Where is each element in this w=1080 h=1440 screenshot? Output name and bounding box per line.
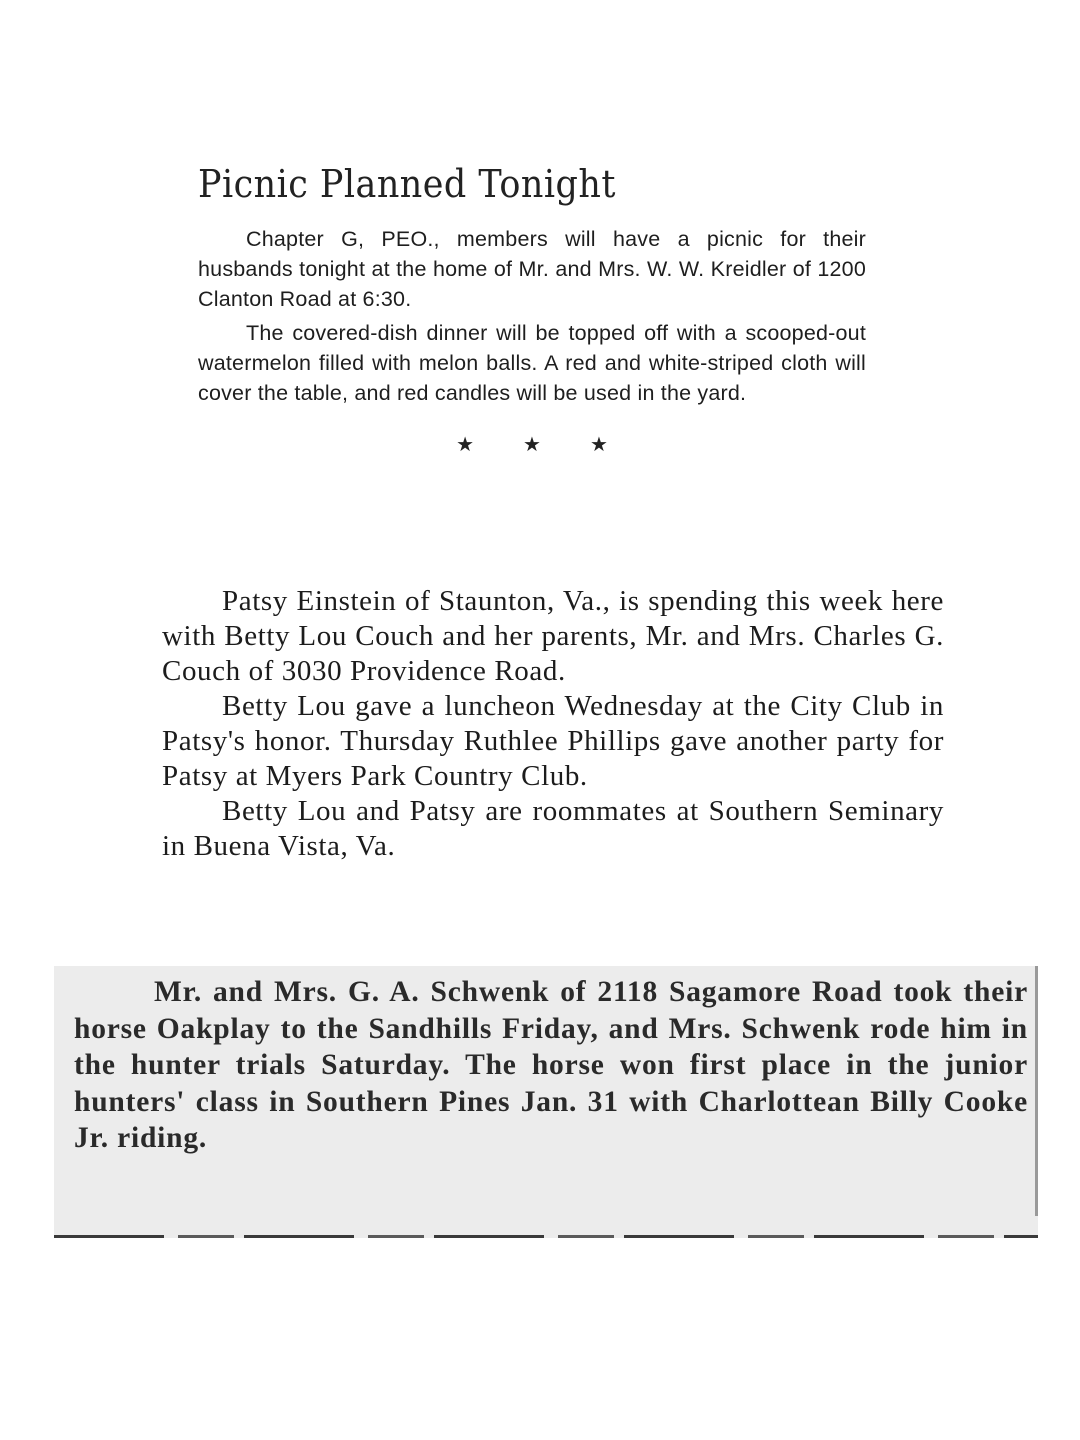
clipping-schwenk-horse — [54, 966, 1038, 1238]
paragraph: Mr. and Mrs. G. A. Schwenk of 2118 Sagamore Road took their horse Oakplay to the Sandhills Friday, and Mrs. Schwenk rode him in the hunter trials Saturday. The horse won first place in the junior hunters' class in Southern Pines Jan. 31 with Charlottean Billy Cooke Jr. riding. — [74, 976, 1028, 1154]
clipping-edge — [1035, 966, 1038, 1216]
paragraph: The covered-dish dinner will be topped off with a scooped-out watermelon filled with melon balls. A red and white-striped cloth will cover the table, and red candles will be used in the yard. — [198, 321, 866, 405]
headline: Picnic Planned Tonight — [198, 162, 616, 206]
paragraph: Betty Lou and Patsy are roommates at Southern Seminary in Buena Vista, Va. — [162, 795, 944, 862]
star-divider: ★ ★ ★ — [456, 434, 630, 456]
paragraph: Chapter G, PEO., members will have a picnic for their husbands tonight at the home of Mr. and Mrs. W. W. Kreidler of 1200 Clanton Road at 6:30. — [198, 227, 866, 311]
column-rule — [54, 1235, 1038, 1238]
paragraph: Patsy Einstein of Staunton, Va., is spending this week here with Betty Lou Couch and her parents, Mr. and Mrs. Charles G. Couch of 3030 Providence Road. — [162, 585, 944, 687]
paragraph: Betty Lou gave a luncheon Wednesday at the City Club in Patsy's honor. Thursday Ruthlee Phillips gave another party for Patsy at Myers Park Country Club. — [162, 690, 944, 792]
clipping-picnic — [198, 162, 866, 457]
clipping-patsy-visit — [162, 584, 944, 864]
